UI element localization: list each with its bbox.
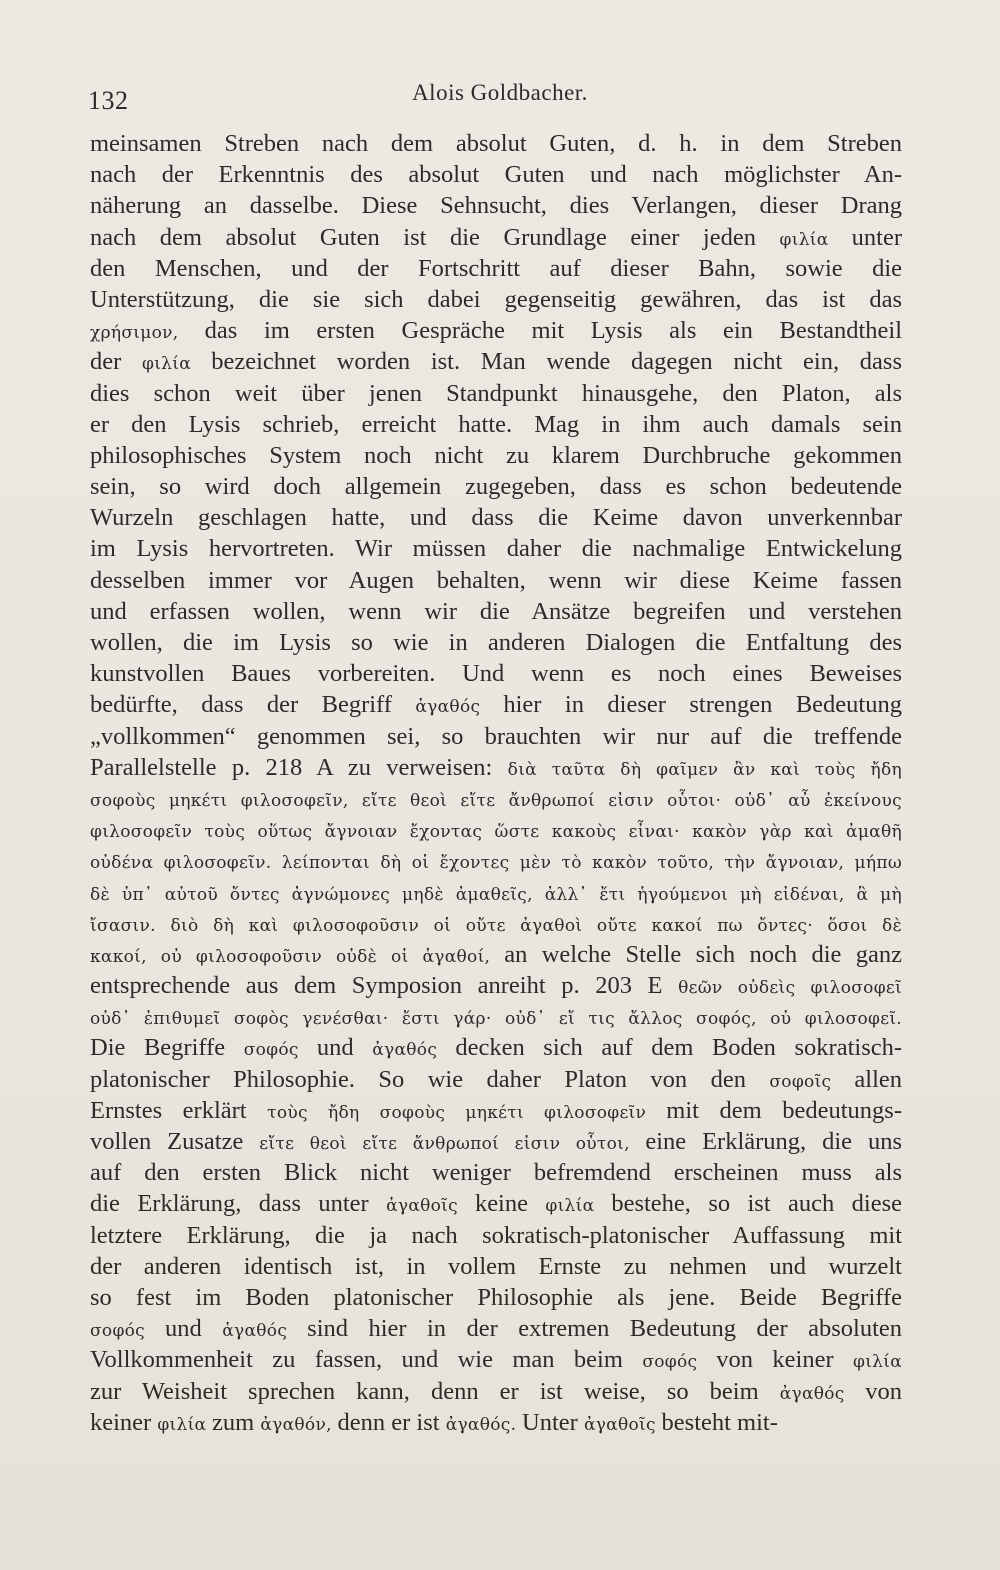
- text-line: der anderen identisch ist, in vollem Ernste zu nehmen und wurzelt: [90, 1252, 902, 1280]
- text-line: den Menschen, und der Fortschritt auf dieser Bahn, sowie die: [90, 254, 902, 282]
- text-line: vollen Zusatze εἴτε θεοὶ εἴτε ἄνθρωποί εἰσιν οὗτοι, eine Erklärung, die uns: [90, 1128, 902, 1155]
- text-line: dies schon weit über jenen Standpunkt hinausgehe, den Platon, als: [90, 379, 902, 407]
- page-header: [0, 74, 1000, 114]
- text-line: bedürfte, dass der Begriff ἀγαθός hier in dieser strengen Bedeutung: [90, 691, 902, 719]
- text-line: wollen, die im Lysis so wie in anderen Dialogen die Entfaltung des: [90, 629, 902, 656]
- text-line: σοφός und ἀγαθός sind hier in der extremen Bedeutung der absoluten: [90, 1315, 902, 1343]
- text-line: nach der Erkenntnis des absolut Guten und nach möglichster An-: [90, 161, 902, 189]
- text-line: zur Weisheit sprechen kann, denn er ist weise, so beim ἀγαθός von: [90, 1377, 902, 1405]
- text-line: und erfassen wollen, wenn wir die Ansätze begreifen und verstehen: [90, 597, 902, 625]
- text-line: platonischer Philosophie. So wie daher Platon von den σοφοῖς allen: [90, 1065, 902, 1093]
- text-line: näherung an dasselbe. Diese Sehnsucht, dies Verlangen, dieser Drang: [90, 192, 902, 220]
- text-line: so fest im Boden platonischer Philosophie als jene. Beide Begriffe: [90, 1283, 902, 1311]
- text-line: σοφοὺς μηκέτι φιλοσοφεῖν, εἴτε θεοὶ εἴτε ἄνθρωποί εἰσιν οὗτοι· οὐδ᾽ αὖ ἐκείνους: [90, 790, 902, 811]
- text-line: philosophisches System noch nicht zu klarem Durchbruche gekommen: [90, 441, 902, 469]
- text-line: χρήσιμον, das im ersten Gespräche mit Lysis als ein Bestandtheil: [90, 317, 902, 345]
- text-line: Wurzeln geschlagen hatte, und dass die Keime davon unverkennbar: [90, 504, 902, 532]
- text-line: Unterstützung, die sie sich dabei gegenseitig gewähren, das ist das: [90, 285, 902, 313]
- text-line: auf den ersten Blick nicht weniger befremdend erscheinen muss als: [90, 1159, 902, 1187]
- running-title: Alois Goldbacher.: [412, 80, 588, 105]
- text-line: sein, so wird doch allgemein zugegeben, dass es schon bedeutende: [90, 473, 902, 501]
- text-line: κακοί, οὐ φιλοσοφοῦσιν οὐδὲ οἱ ἀγαθοί, an welche Stelle sich noch die ganz: [90, 940, 902, 968]
- text-line: im Lysis hervortreten. Wir müssen daher die nachmalige Entwickelung: [90, 535, 902, 563]
- text-line: ἴσασιν. διὸ δὴ καὶ φιλοσοφοῦσιν οἱ οὔτε ἀγαθοὶ οὔτε κακοί πω ὄντες· ὅσοι δὲ: [90, 915, 902, 936]
- body-text: [90, 128, 902, 1438]
- text-line: „vollkommen“ genommen sei, so brauchten wir nur auf die treffende: [90, 722, 902, 750]
- text-line: der φιλία bezeichnet worden ist. Man wende dagegen nicht ein, dass: [90, 348, 902, 376]
- text-line: entsprechende aus dem Symposion anreiht p. 203 E θεῶν οὐδεὶς φιλοσοφεῖ: [90, 972, 902, 1000]
- text-line: desselben immer vor Augen behalten, wenn wir diese Keime fassen: [90, 566, 902, 594]
- text-line: Die Begriffe σοφός und ἀγαθός decken sich auf dem Boden sokratisch-: [90, 1034, 902, 1062]
- text-line: keiner φιλία zum ἀγαθόν, denn er ist ἀγαθός. Unter ἀγαθοῖς besteht mit-: [90, 1408, 778, 1436]
- text-line: kunstvollen Baues vorbereiten. Und wenn es noch eines Beweises: [90, 660, 902, 688]
- text-line: δὲ ὑπ᾽ αὐτοῦ ὄντες ἀγνώμονες μηδὲ ἀμαθεῖς, ἀλλ᾽ ἔτι ἡγούμενοι μὴ εἰδέναι, ἃ μὴ: [90, 884, 902, 905]
- text-line: nach dem absolut Guten ist die Grundlage einer jeden φιλία unter: [90, 223, 902, 251]
- text-line: Vollkommenheit zu fassen, und wie man beim σοφός von keiner φιλία: [90, 1346, 902, 1374]
- text-line: οὐδ᾽ ἐπιθυμεῖ σοφὸς γενέσθαι· ἔστι γάρ· οὐδ᾽ εἴ τις ἄλλος σοφός, οὐ φιλοσοφεῖ.: [90, 1009, 902, 1030]
- text-line: die Erklärung, dass unter ἀγαθοῖς keine φιλία bestehe, so ist auch diese: [90, 1190, 902, 1218]
- text-line: φιλοσοφεῖν τοὺς οὕτως ἄγνοιαν ἔχοντας ὥστε κακοὺς εἶναι· κακὸν γὰρ καὶ ἀμαθῆ: [90, 822, 902, 843]
- text-line: meinsamen Streben nach dem absolut Guten, d. h. in dem Streben: [90, 130, 902, 157]
- text-line: Parallelstelle p. 218 A zu verweisen: διὰ ταῦτα δὴ φαῖμεν ἂν καὶ τοὺς ἤδη: [90, 753, 902, 781]
- text-line: Ernstes erklärt τοὺς ἤδη σοφοὺς μηκέτι φιλοσοφεῖν mit dem bedeutungs-: [90, 1096, 902, 1124]
- page-number: 132: [88, 86, 129, 115]
- text-line: οὐδένα φιλοσοφεῖν. λείπονται δὴ οἱ ἔχοντες μὲν τὸ κακὸν τοῦτο, τὴν ἄγνοιαν, μήπω: [90, 853, 902, 874]
- text-line: er den Lysis schrieb, erreicht hatte. Mag in ihm auch damals sein: [90, 410, 902, 438]
- text-line: letztere Erklärung, die ja nach sokratisch-platonischer Auffassung mit: [90, 1221, 902, 1249]
